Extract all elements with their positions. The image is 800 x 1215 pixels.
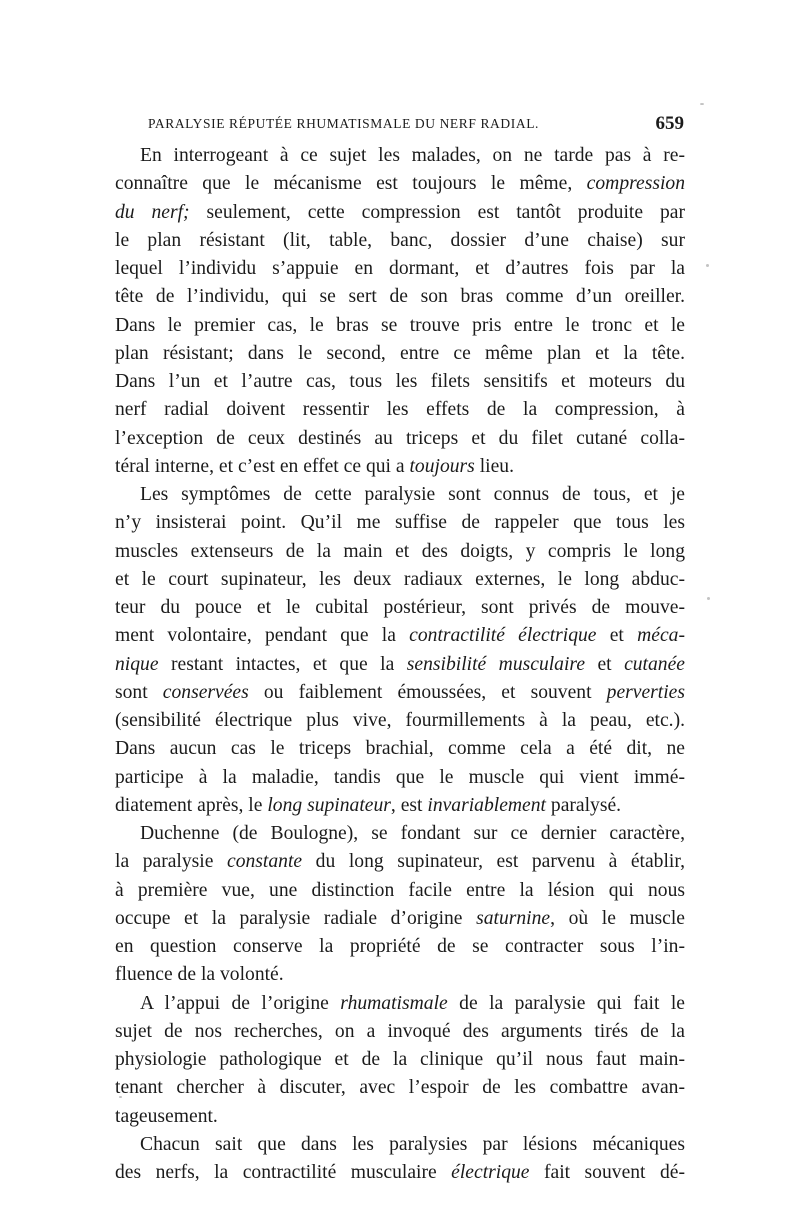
italic-text: électrique: [451, 1162, 530, 1183]
text-segment: Dans l’un et l’autre cas, tous les filets sensitifs et moteurs du: [115, 371, 685, 392]
text-segment: teur du pouce et le cubital postérieur, sont privés de mouve-: [115, 597, 685, 618]
text-segment: lieu.: [474, 455, 514, 477]
text-segment: téral interne, et c’est en effet ce qui a: [115, 455, 410, 477]
text-segment: Chacun sait que dans les paralysies par lésions mécaniques: [140, 1133, 685, 1155]
print-speck: [119, 1096, 122, 1098]
italic-text: constante: [227, 851, 303, 873]
text-segment: des nerfs, la contractilité musculaire: [115, 1162, 452, 1183]
text-line: [115, 905, 685, 933]
text-segment: et: [585, 653, 625, 675]
text-segment: le plan résistant (lit, table, banc, dossier d’une chaise) sur: [115, 229, 685, 251]
text-line: [115, 509, 685, 537]
print-speck: [707, 597, 710, 600]
text-segment: occupe et la paralysie radiale d’origine: [115, 907, 477, 929]
text-segment: , est: [390, 794, 428, 816]
running-header: [148, 112, 684, 136]
text-line: [115, 1046, 685, 1074]
text-line: [115, 1131, 685, 1159]
italic-text: toujours: [409, 455, 475, 477]
text-segment: diatement après, le: [115, 794, 268, 816]
text-line: [115, 651, 685, 679]
text-segment: tenant chercher à discuter, avec l’espoir de les combattre avan-: [115, 1077, 685, 1099]
italic-text: rhumatismale: [340, 992, 448, 1014]
italic-text: invariablement: [427, 794, 546, 816]
text-line: [115, 481, 685, 509]
text-segment: ment volontaire, pendant que la: [115, 625, 410, 647]
text-segment: n’y insisterai point. Qu’il me suffise de rappeler que tous les: [115, 512, 685, 534]
text-line: [115, 707, 685, 735]
text-line: [115, 453, 685, 481]
text-segment: sont: [115, 681, 163, 703]
text-line: [115, 1018, 685, 1046]
text-segment: sujet de nos recherches, on a invoqué des arguments tirés de la: [115, 1020, 685, 1042]
text-line: [115, 792, 685, 820]
italic-text: conservées: [162, 681, 249, 703]
text-line: [115, 255, 685, 283]
text-segment: seulement, cette compression est tantôt produite par: [189, 201, 685, 223]
text-line: [115, 170, 685, 198]
text-line: [115, 368, 685, 396]
text-segment: En interrogeant à ce sujet les malades, on ne tarde pas à re-: [140, 145, 685, 166]
text-line: [115, 622, 685, 650]
italic-text: long supinateur: [267, 794, 391, 816]
text-segment: en question conserve la propriété de se contracter sous l’in-: [115, 936, 685, 957]
body-text: [115, 142, 685, 1187]
italic-text: compression: [586, 173, 685, 195]
text-line: [115, 679, 685, 707]
running-title: PARALYSIE RÉPUTÉE RHUMATISMALE DU NERF RADIAL.: [148, 116, 540, 131]
text-segment: l’exception de ceux destinés au triceps et du filet cutané colla-: [115, 427, 685, 449]
text-segment: A l’appui de l’origine: [140, 992, 341, 1014]
text-segment: muscles extenseurs de la main et des doigts, y compris le long: [115, 540, 685, 562]
text-segment: Dans aucun cas le triceps brachial, comme cela a été dit, ne: [115, 738, 685, 760]
text-line: [115, 961, 685, 989]
text-line: [115, 142, 685, 170]
text-segment: de la paralysie qui fait le: [447, 992, 685, 1014]
italic-text: nique: [115, 653, 159, 675]
text-line: [115, 990, 685, 1018]
italic-text: contractilité électrique: [409, 625, 597, 647]
text-segment: physiologie pathologique et de la clinique qu’il nous faut main-: [115, 1049, 685, 1070]
print-speck: [706, 264, 709, 267]
text-segment: restant intactes, et que la: [158, 653, 407, 675]
text-segment: participe à la maladie, tandis que le muscle qui vient immé-: [115, 766, 685, 788]
text-segment: plan résistant; dans le second, entre ce même plan et la tête.: [115, 342, 685, 364]
text-line: [115, 820, 685, 848]
italic-text: saturnine: [476, 907, 551, 929]
text-line: [115, 538, 685, 566]
text-segment: et le court supinateur, les deux radiaux externes, le long abduc-: [115, 568, 685, 590]
text-line: [115, 877, 685, 905]
text-segment: et: [596, 625, 638, 647]
text-segment: la paralysie: [115, 851, 228, 873]
text-segment: tageusement.: [115, 1105, 218, 1127]
text-segment: fait souvent dé-: [529, 1162, 685, 1183]
text-segment: ou faiblement émoussées, et souvent: [248, 681, 607, 703]
text-segment: Les symptômes de cette paralysie sont connus de tous, et je: [140, 484, 685, 505]
text-segment: Duchenne (de Boulogne), se fondant sur ce dernier caractère,: [140, 823, 685, 844]
text-segment: connaître que le mécanisme est toujours le même,: [115, 173, 587, 195]
text-line: [115, 340, 685, 368]
text-line: [115, 594, 685, 622]
text-line: [115, 848, 685, 876]
text-line: [115, 933, 685, 961]
text-line: [115, 283, 685, 311]
text-segment: lequel l’individu s’appuie en dormant, et d’autres fois par la: [115, 258, 685, 279]
italic-text: cutanée: [624, 653, 685, 675]
text-segment: du long supinateur, est parvenu à établir,: [302, 851, 685, 873]
text-segment: paralysé.: [546, 794, 622, 816]
text-line: [115, 396, 685, 424]
text-line: [115, 312, 685, 340]
italic-text: sensibilité musculaire: [406, 653, 586, 675]
italic-text: méca-: [637, 625, 685, 647]
text-segment: à première vue, une distinction facile entre la lésion qui nous: [115, 879, 685, 901]
text-segment: (sensibilité électrique plus vive, fourmillements à la peau, etc.).: [115, 710, 685, 731]
text-line: [115, 199, 685, 227]
italic-text: du nerf;: [115, 201, 190, 223]
italic-text: perverties: [606, 681, 685, 703]
text-line: [115, 227, 685, 255]
text-line: [115, 566, 685, 594]
text-line: [115, 1159, 685, 1187]
page-number: 659: [655, 113, 684, 134]
text-line: [115, 735, 685, 763]
text-line: [115, 764, 685, 792]
text-segment: fluence de la volonté.: [115, 964, 284, 986]
text-segment: Dans le premier cas, le bras se trouve pris entre le tronc et le: [115, 314, 685, 336]
text-line: [115, 1074, 685, 1102]
text-segment: tête de l’individu, qui se sert de son bras comme d’un oreiller.: [115, 286, 685, 308]
text-line: [115, 1103, 685, 1131]
text-segment: , où le muscle: [550, 907, 685, 929]
text-segment: nerf radial doivent ressentir les effets de la compression, à: [115, 399, 685, 421]
text-line: [115, 425, 685, 453]
print-speck: [700, 103, 704, 105]
